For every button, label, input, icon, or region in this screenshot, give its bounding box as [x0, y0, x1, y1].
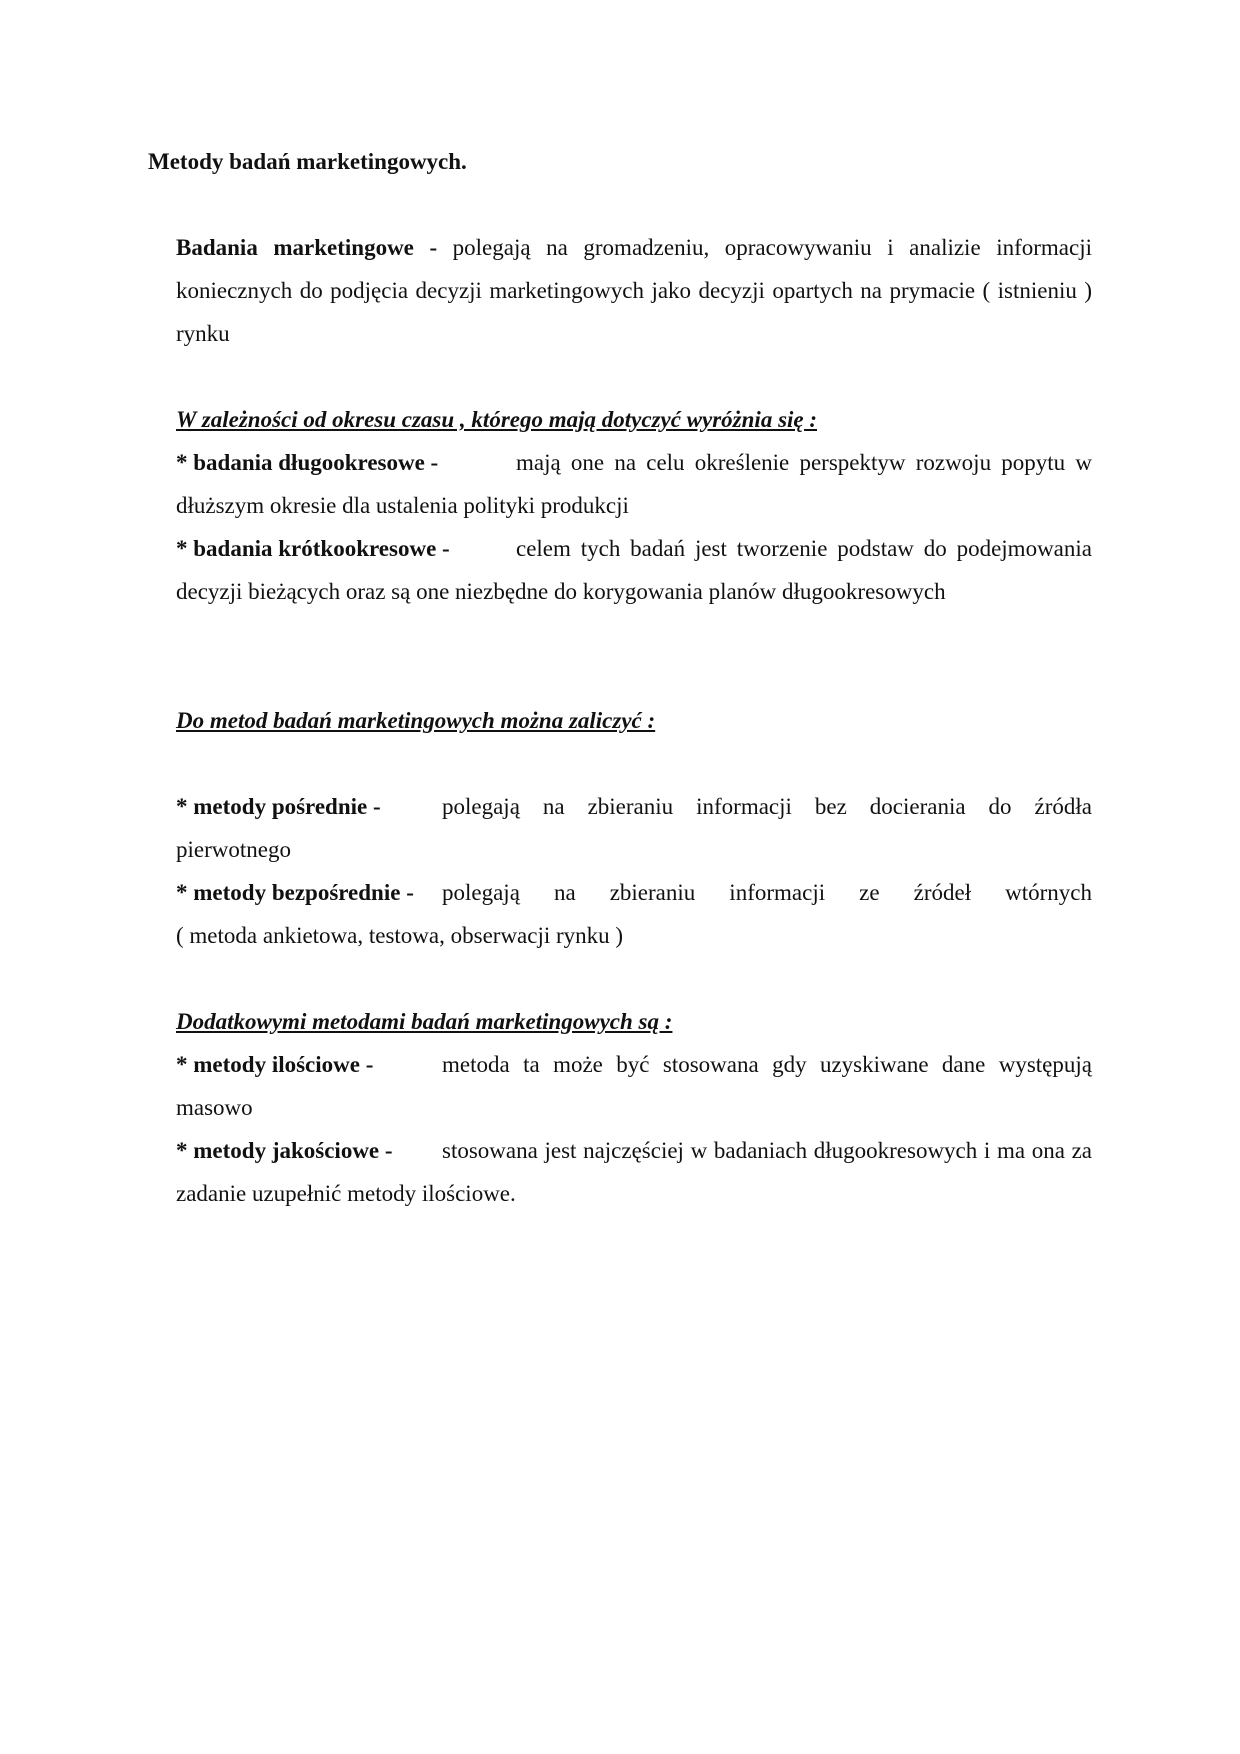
list-item-term: * metody jakościowe - — [176, 1138, 393, 1163]
list-item-term: * metody ilościowe - — [176, 1052, 374, 1077]
list-item-text: polegają na zbieraniu informacji ze źródeł wtórnych — [442, 880, 1092, 905]
list-item-term: * badania długookresowe - — [176, 450, 439, 475]
intro-paragraph — [176, 226, 1092, 355]
page-title: Metody badań marketingowych. — [148, 149, 467, 174]
list-item-text: mają one na celu określenie perspektyw rozwoju popytu w dłuższym okresie dla ustalenia polityki produkcji — [176, 450, 1092, 518]
section-heading-time-period — [176, 398, 1092, 441]
direct-methods-first-line — [176, 871, 1092, 914]
list-item-text: celem tych badań jest tworzenie podstaw do podejmowania decyzji bieżących oraz są one niezbędne do korygowania planów długookresowych — [176, 536, 1092, 604]
section-heading-methods — [176, 699, 1092, 742]
list-item-text: metoda ta może być stosowana gdy uzyskiwane dane występują masowo — [176, 1052, 1092, 1120]
list-item-long-term — [176, 441, 1092, 527]
list-item-text: polegają na zbieraniu informacji bez docierania do źródła pierwotnego — [176, 794, 1092, 862]
list-item-term: * metody pośrednie - — [176, 794, 381, 819]
list-item-direct-methods — [176, 871, 1092, 957]
intro-term: Badania marketingowe - — [176, 235, 438, 260]
list-item-text-continuation: ( metoda ankietowa, testowa, obserwacji rynku ) — [176, 923, 624, 948]
section2-heading: Do metod badań marketingowych można zaliczyć : — [176, 708, 656, 733]
intro-text: polegają na gromadzeniu, opracowywaniu i analizie informacji koniecznych do podjęcia decyzji marketingowych jako decyzji opartych na prymacie ( istnieniu ) rynku — [176, 235, 1093, 346]
list-item-term: * metody bezpośrednie - — [176, 880, 414, 905]
section3-heading: Dodatkowymi metodami badań marketingowych są : — [176, 1009, 673, 1034]
list-item-quantitative-methods — [176, 1043, 1092, 1129]
list-item-term: * badania krótkookresowe - — [176, 536, 450, 561]
list-item-indirect-methods — [176, 785, 1092, 871]
section1-heading: W zależności od okresu czasu , którego mają dotyczyć wyróżnia się : — [176, 407, 818, 432]
section-heading-additional-methods — [176, 1000, 1092, 1043]
list-item-short-term — [176, 527, 1092, 613]
list-item-qualitative-methods — [176, 1129, 1092, 1215]
list-item-text: stosowana jest najczęściej w badaniach długookresowych i ma ona za zadanie uzupełnić metody ilościowe. — [176, 1138, 1092, 1206]
